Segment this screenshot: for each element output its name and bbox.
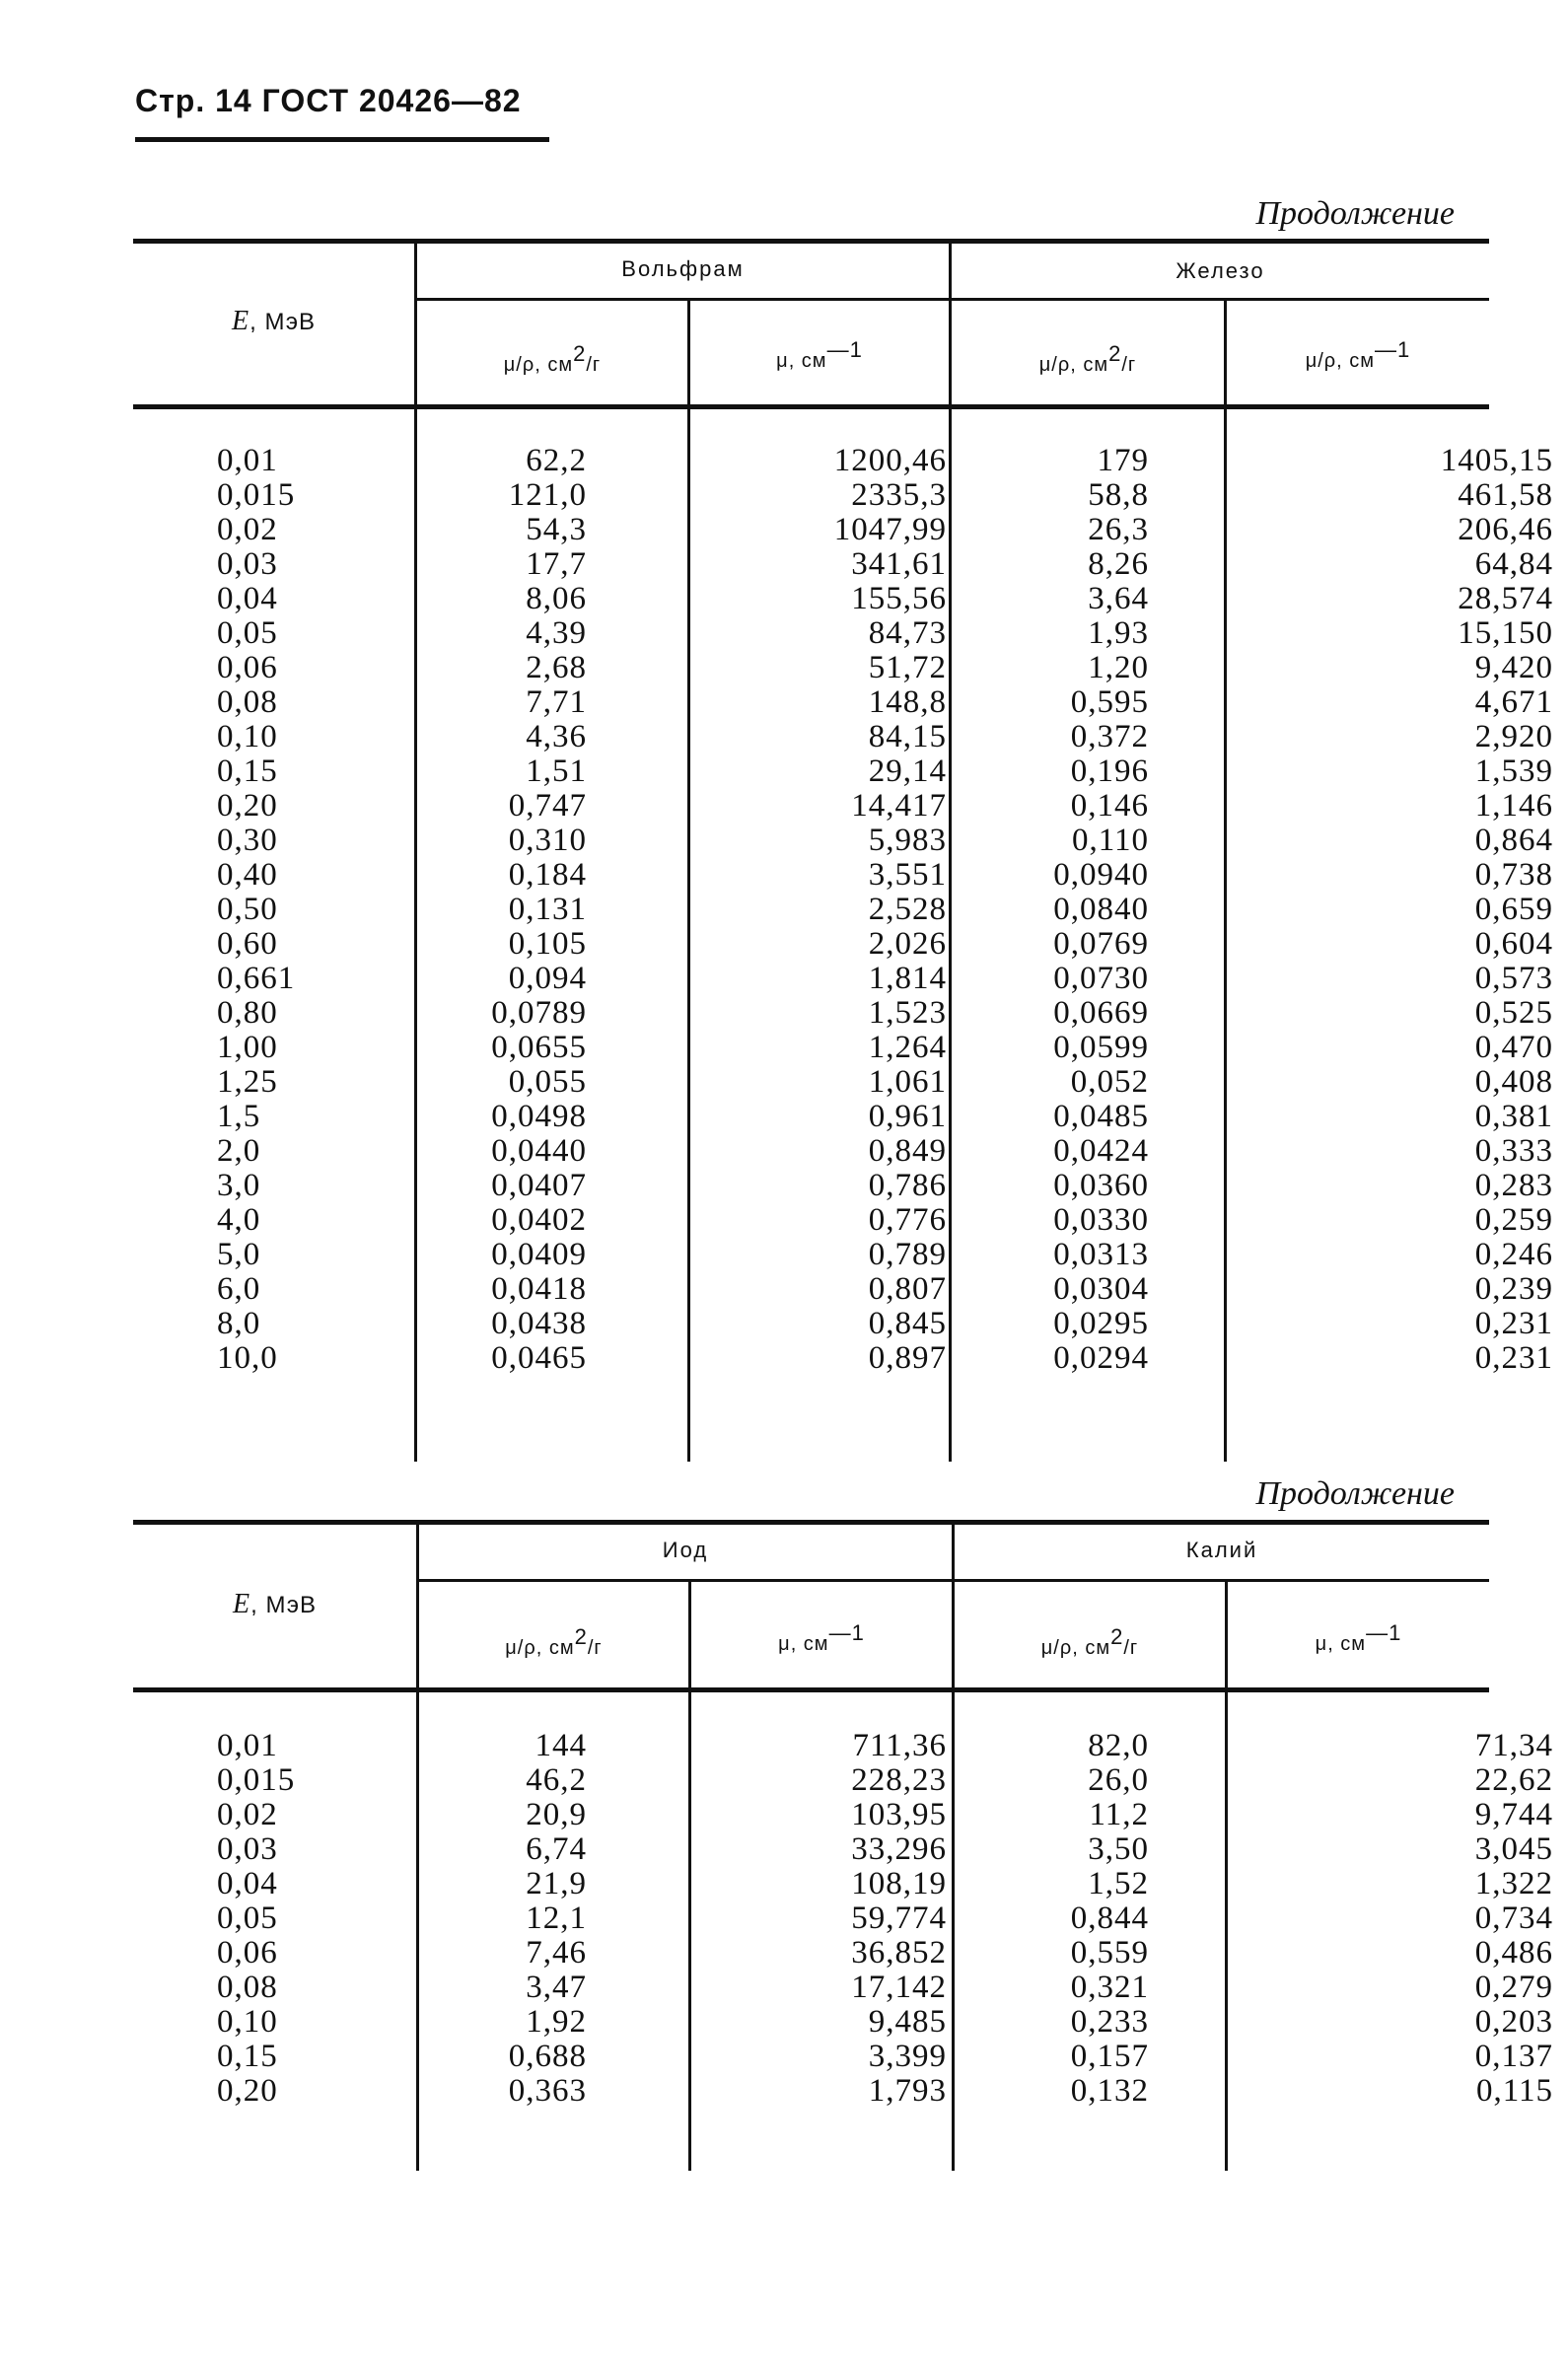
mass-coef-cell: 0,0438 xyxy=(491,1306,587,1341)
mass-coef-cell: 20,9 xyxy=(526,1797,587,1832)
mass-coef-cell: 0,0424 xyxy=(1053,1133,1149,1169)
mass-coef-cell: 0,0655 xyxy=(491,1030,587,1065)
energy-cell: 2,0 xyxy=(217,1133,261,1169)
mass-coef-cell: 0,132 xyxy=(1070,2073,1149,2109)
mass-coef-cell: 0,0440 xyxy=(491,1133,587,1169)
header-bottom-rule xyxy=(133,1687,1489,1692)
col-header: μ/ρ, $см^2/г$ xyxy=(503,341,602,376)
linear-coef-cell: 206,46 xyxy=(1458,512,1553,547)
energy-cell: 10,0 xyxy=(217,1340,278,1376)
linear-coef-cell: 0,573 xyxy=(1474,961,1553,996)
col-divider xyxy=(687,301,690,1462)
mass-coef-cell: 1,92 xyxy=(526,2004,587,2040)
energy-cell: 0,40 xyxy=(217,857,278,893)
mass-coef-cell: 0,131 xyxy=(508,892,587,927)
mass-coef-cell: 0,105 xyxy=(508,926,587,962)
linear-coef-cell: 2,026 xyxy=(868,926,947,962)
linear-coef-cell: 1,322 xyxy=(1474,1866,1553,1901)
mass-coef-cell: 46,2 xyxy=(526,1762,587,1798)
linear-coef-cell: 2,920 xyxy=(1474,719,1553,754)
mass-coef-cell: 6,74 xyxy=(526,1831,587,1867)
linear-coef-cell: 0,470 xyxy=(1474,1030,1553,1065)
energy-cell: 0,15 xyxy=(217,753,278,789)
mass-coef-cell: 0,233 xyxy=(1070,2004,1149,2040)
linear-coef-cell: 0,789 xyxy=(868,1237,947,1272)
linear-coef-cell: 0,203 xyxy=(1474,2004,1553,2040)
linear-coef-cell: 0,259 xyxy=(1474,1202,1553,1238)
mass-coef-cell: 17,7 xyxy=(526,546,587,582)
col-header: μ/ρ, $см^{—1}$ xyxy=(1305,337,1411,372)
linear-coef-cell: 0,246 xyxy=(1474,1237,1553,1272)
mass-coef-cell: 121,0 xyxy=(508,477,587,513)
energy-cell: 0,60 xyxy=(217,926,278,962)
mass-coef-cell: 0,559 xyxy=(1070,1935,1149,1971)
mass-coef-cell: 0,0360 xyxy=(1053,1168,1149,1203)
linear-coef-cell: 0,786 xyxy=(868,1168,947,1203)
linear-coef-cell: 71,34 xyxy=(1474,1728,1553,1763)
col-divider xyxy=(1224,301,1227,1462)
table-tungsten-iron xyxy=(133,239,1553,1462)
mass-coef-cell: 0,747 xyxy=(508,788,587,824)
mass-coef-cell: 0,0304 xyxy=(1053,1271,1149,1307)
linear-coef-cell: 1,523 xyxy=(868,995,947,1031)
mass-coef-cell: 0,055 xyxy=(508,1064,587,1100)
energy-symbol: E xyxy=(233,1589,251,1619)
energy-cell: 0,05 xyxy=(217,615,278,651)
col-divider xyxy=(414,244,417,1462)
mass-coef-cell: 8,06 xyxy=(526,581,587,616)
linear-coef-cell: 0,897 xyxy=(868,1340,947,1376)
header-rule xyxy=(135,137,549,142)
group-header-iron: Железо xyxy=(1176,258,1265,283)
mass-coef-cell: 0,0769 xyxy=(1053,926,1149,962)
energy-unit: , МэВ xyxy=(250,1592,317,1618)
mass-coef-cell: 4,39 xyxy=(526,615,587,651)
linear-coef-cell: 0,864 xyxy=(1474,823,1553,858)
linear-coef-cell: 0,408 xyxy=(1474,1064,1553,1100)
energy-cell: 0,05 xyxy=(217,1900,278,1936)
col-divider xyxy=(688,1582,691,2171)
linear-coef-cell: 17,142 xyxy=(851,1970,947,2005)
linear-coef-cell: 0,525 xyxy=(1474,995,1553,1031)
table-iodine-potassium xyxy=(133,1520,1553,2171)
linear-coef-cell: 155,56 xyxy=(851,581,947,616)
linear-coef-cell: 59,774 xyxy=(851,1900,947,1936)
mass-coef-cell: 0,0840 xyxy=(1053,892,1149,927)
mass-coef-cell: 3,47 xyxy=(526,1970,587,2005)
continued-label: Продолжение xyxy=(1255,195,1455,232)
linear-coef-cell: 64,84 xyxy=(1474,546,1553,582)
mass-coef-cell: 58,8 xyxy=(1088,477,1149,513)
linear-coef-cell: 0,738 xyxy=(1474,857,1553,893)
linear-coef-cell: 0,845 xyxy=(868,1306,947,1341)
linear-coef-cell: 3,551 xyxy=(868,857,947,893)
mass-coef-cell: 7,46 xyxy=(526,1935,587,1971)
energy-cell: 0,015 xyxy=(217,477,296,513)
mass-coef-cell: 7,71 xyxy=(526,684,587,720)
linear-coef-cell: 28,574 xyxy=(1458,581,1553,616)
linear-coef-cell: 2,528 xyxy=(868,892,947,927)
mass-coef-cell: 3,50 xyxy=(1088,1831,1149,1867)
linear-coef-cell: 1,793 xyxy=(868,2073,947,2109)
linear-coef-cell: 0,279 xyxy=(1474,1970,1553,2005)
mass-coef-cell: 0,146 xyxy=(1070,788,1149,824)
energy-symbol: E xyxy=(232,306,250,336)
energy-cell: 0,06 xyxy=(217,1935,278,1971)
energy-cell: 1,5 xyxy=(217,1099,261,1134)
linear-coef-cell: 0,776 xyxy=(868,1202,947,1238)
energy-header xyxy=(133,306,414,337)
mass-coef-cell: 0,0409 xyxy=(491,1237,587,1272)
energy-cell: 0,30 xyxy=(217,823,278,858)
mass-coef-cell: 0,052 xyxy=(1070,1064,1149,1100)
col-header: μ, $см^{—1}$ xyxy=(1315,1620,1402,1655)
energy-cell: 6,0 xyxy=(217,1271,261,1307)
linear-coef-cell: 0,283 xyxy=(1474,1168,1553,1203)
linear-coef-cell: 1405,15 xyxy=(1440,443,1553,478)
linear-coef-cell: 1200,46 xyxy=(833,443,947,478)
energy-cell: 0,08 xyxy=(217,684,278,720)
mass-coef-cell: 12,1 xyxy=(526,1900,587,1936)
energy-cell: 0,01 xyxy=(217,443,278,478)
col-divider xyxy=(1225,1582,1228,2171)
mass-coef-cell: 1,93 xyxy=(1088,615,1149,651)
linear-coef-cell: 15,150 xyxy=(1458,615,1553,651)
linear-coef-cell: 0,486 xyxy=(1474,1935,1553,1971)
table-top-rule xyxy=(133,239,1489,244)
mass-coef-cell: 0,0418 xyxy=(491,1271,587,1307)
linear-coef-cell: 0,137 xyxy=(1474,2039,1553,2074)
mass-coef-cell: 0,844 xyxy=(1070,1900,1149,1936)
linear-coef-cell: 0,734 xyxy=(1474,1900,1553,1936)
energy-cell: 0,015 xyxy=(217,1762,296,1798)
energy-cell: 0,15 xyxy=(217,2039,278,2074)
linear-coef-cell: 9,744 xyxy=(1474,1797,1553,1832)
mass-coef-cell: 0,0313 xyxy=(1053,1237,1149,1272)
mass-coef-cell: 0,094 xyxy=(508,961,587,996)
linear-coef-cell: 1,146 xyxy=(1474,788,1553,824)
energy-cell: 0,661 xyxy=(217,961,296,996)
energy-cell: 0,10 xyxy=(217,719,278,754)
linear-coef-cell: 3,399 xyxy=(868,2039,947,2074)
energy-cell: 0,04 xyxy=(217,581,278,616)
continued-label: Продолжение xyxy=(1255,1475,1455,1512)
mass-coef-cell: 0,0330 xyxy=(1053,1202,1149,1238)
mass-coef-cell: 0,363 xyxy=(508,2073,587,2109)
mass-coef-cell: 0,196 xyxy=(1070,753,1149,789)
linear-coef-cell: 84,73 xyxy=(868,615,947,651)
linear-coef-cell: 0,381 xyxy=(1474,1099,1553,1134)
group-header-tungsten: Вольфрам xyxy=(621,256,745,281)
col-divider xyxy=(952,1525,955,2171)
energy-cell: 0,20 xyxy=(217,788,278,824)
mass-coef-cell: 0,372 xyxy=(1070,719,1149,754)
energy-cell: 0,50 xyxy=(217,892,278,927)
energy-cell: 1,25 xyxy=(217,1064,278,1100)
mass-coef-cell: 144 xyxy=(535,1728,587,1763)
linear-coef-cell: 14,417 xyxy=(851,788,947,824)
mass-coef-cell: 1,51 xyxy=(526,753,587,789)
mass-coef-cell: 4,36 xyxy=(526,719,587,754)
mass-coef-cell: 0,0402 xyxy=(491,1202,587,1238)
linear-coef-cell: 9,485 xyxy=(868,2004,947,2040)
mass-coef-cell: 0,157 xyxy=(1070,2039,1149,2074)
mass-coef-cell: 0,310 xyxy=(508,823,587,858)
energy-cell: 0,03 xyxy=(217,1831,278,1867)
mass-coef-cell: 82,0 xyxy=(1088,1728,1149,1763)
mass-coef-cell: 0,0599 xyxy=(1053,1030,1149,1065)
mass-coef-cell: 1,20 xyxy=(1088,650,1149,685)
linear-coef-cell: 711,36 xyxy=(852,1728,947,1763)
mass-coef-cell: 0,0669 xyxy=(1053,995,1149,1031)
col-divider xyxy=(416,1525,419,2171)
group-header-iodine: Иод xyxy=(662,1538,709,1562)
energy-cell: 0,04 xyxy=(217,1866,278,1901)
linear-coef-cell: 0,115 xyxy=(1475,2073,1553,2109)
energy-cell: 0,20 xyxy=(217,2073,278,2109)
linear-coef-cell: 36,852 xyxy=(851,1935,947,1971)
col-header: μ, $см^{—1}$ xyxy=(778,1620,865,1655)
mass-coef-cell: 0,0789 xyxy=(491,995,587,1031)
linear-coef-cell: 84,15 xyxy=(868,719,947,754)
mass-coef-cell: 0,0295 xyxy=(1053,1306,1149,1341)
mass-coef-cell: 0,110 xyxy=(1071,823,1149,858)
linear-coef-cell: 0,807 xyxy=(868,1271,947,1307)
linear-coef-cell: 9,420 xyxy=(1474,650,1553,685)
linear-coef-cell: 0,604 xyxy=(1474,926,1553,962)
mass-coef-cell: 54,3 xyxy=(526,512,587,547)
linear-coef-cell: 0,849 xyxy=(868,1133,947,1169)
col-header: μ, $см^{—1}$ xyxy=(776,337,863,372)
linear-coef-cell: 5,983 xyxy=(868,823,947,858)
energy-cell: 4,0 xyxy=(217,1202,261,1238)
mass-coef-cell: 0,184 xyxy=(508,857,587,893)
group-rule xyxy=(414,298,1489,301)
mass-coef-cell: 26,3 xyxy=(1088,512,1149,547)
linear-coef-cell: 108,19 xyxy=(851,1866,947,1901)
energy-cell: 0,01 xyxy=(217,1728,278,1763)
linear-coef-cell: 1,539 xyxy=(1474,753,1553,789)
linear-coef-cell: 33,296 xyxy=(851,1831,947,1867)
energy-header xyxy=(133,1589,416,1620)
mass-coef-cell: 62,2 xyxy=(526,443,587,478)
group-header-potassium: Калий xyxy=(1185,1538,1258,1562)
linear-coef-cell: 461,58 xyxy=(1458,477,1553,513)
col-header: μ/ρ, $см^2/г$ xyxy=(505,1624,603,1659)
linear-coef-cell: 0,961 xyxy=(868,1099,947,1134)
energy-unit: , МэВ xyxy=(249,309,316,335)
mass-coef-cell: 0,0498 xyxy=(491,1099,587,1134)
energy-cell: 0,06 xyxy=(217,650,278,685)
linear-coef-cell: 4,671 xyxy=(1474,684,1553,720)
linear-coef-cell: 341,61 xyxy=(851,546,947,582)
linear-coef-cell: 0,231 xyxy=(1474,1340,1553,1376)
energy-cell: 0,10 xyxy=(217,2004,278,2040)
mass-coef-cell: 2,68 xyxy=(526,650,587,685)
linear-coef-cell: 22,62 xyxy=(1474,1762,1553,1798)
linear-coef-cell: 0,333 xyxy=(1474,1133,1553,1169)
col-divider xyxy=(949,244,952,1462)
linear-coef-cell: 29,14 xyxy=(868,753,947,789)
linear-coef-cell: 148,8 xyxy=(868,684,947,720)
linear-coef-cell: 1047,99 xyxy=(833,512,947,547)
linear-coef-cell: 3,045 xyxy=(1474,1831,1553,1867)
energy-cell: 0,03 xyxy=(217,546,278,582)
energy-cell: 0,02 xyxy=(217,512,278,547)
table-top-rule xyxy=(133,1520,1489,1525)
mass-coef-cell: 3,64 xyxy=(1088,581,1149,616)
linear-coef-cell: 0,231 xyxy=(1474,1306,1553,1341)
col-header: μ/ρ, $см^2/г$ xyxy=(1040,1624,1139,1659)
linear-coef-cell: 2335,3 xyxy=(851,477,947,513)
linear-coef-cell: 1,264 xyxy=(868,1030,947,1065)
linear-coef-cell: 51,72 xyxy=(868,650,947,685)
mass-coef-cell: 0,321 xyxy=(1070,1970,1149,2005)
mass-coef-cell: 0,0407 xyxy=(491,1168,587,1203)
mass-coef-cell: 179 xyxy=(1097,443,1149,478)
mass-coef-cell: 26,0 xyxy=(1088,1762,1149,1798)
energy-cell: 0,80 xyxy=(217,995,278,1031)
page-header: Стр. 14 ГОСТ 20426—82 xyxy=(135,83,522,118)
energy-cell: 5,0 xyxy=(217,1237,261,1272)
mass-coef-cell: 0,0465 xyxy=(491,1340,587,1376)
mass-coef-cell: 11,2 xyxy=(1089,1797,1149,1832)
energy-cell: 0,08 xyxy=(217,1970,278,2005)
mass-coef-cell: 0,688 xyxy=(508,2039,587,2074)
linear-coef-cell: 103,95 xyxy=(851,1797,947,1832)
mass-coef-cell: 0,595 xyxy=(1070,684,1149,720)
header-bottom-rule xyxy=(133,404,1489,409)
mass-coef-cell: 0,0485 xyxy=(1053,1099,1149,1134)
mass-coef-cell: 1,52 xyxy=(1088,1866,1149,1901)
mass-coef-cell: 21,9 xyxy=(526,1866,587,1901)
mass-coef-cell: 0,0940 xyxy=(1053,857,1149,893)
linear-coef-cell: 1,814 xyxy=(868,961,947,996)
energy-cell: 8,0 xyxy=(217,1306,261,1341)
col-header: μ/ρ, $см^2/г$ xyxy=(1038,341,1137,376)
mass-coef-cell: 8,26 xyxy=(1088,546,1149,582)
energy-cell: 0,02 xyxy=(217,1797,278,1832)
linear-coef-cell: 228,23 xyxy=(851,1762,947,1798)
linear-coef-cell: 0,659 xyxy=(1474,892,1553,927)
linear-coef-cell: 0,239 xyxy=(1474,1271,1553,1307)
linear-coef-cell: 1,061 xyxy=(868,1064,947,1100)
energy-cell: 1,00 xyxy=(217,1030,278,1065)
mass-coef-cell: 0,0730 xyxy=(1053,961,1149,996)
energy-cell: 3,0 xyxy=(217,1168,261,1203)
mass-coef-cell: 0,0294 xyxy=(1053,1340,1149,1376)
